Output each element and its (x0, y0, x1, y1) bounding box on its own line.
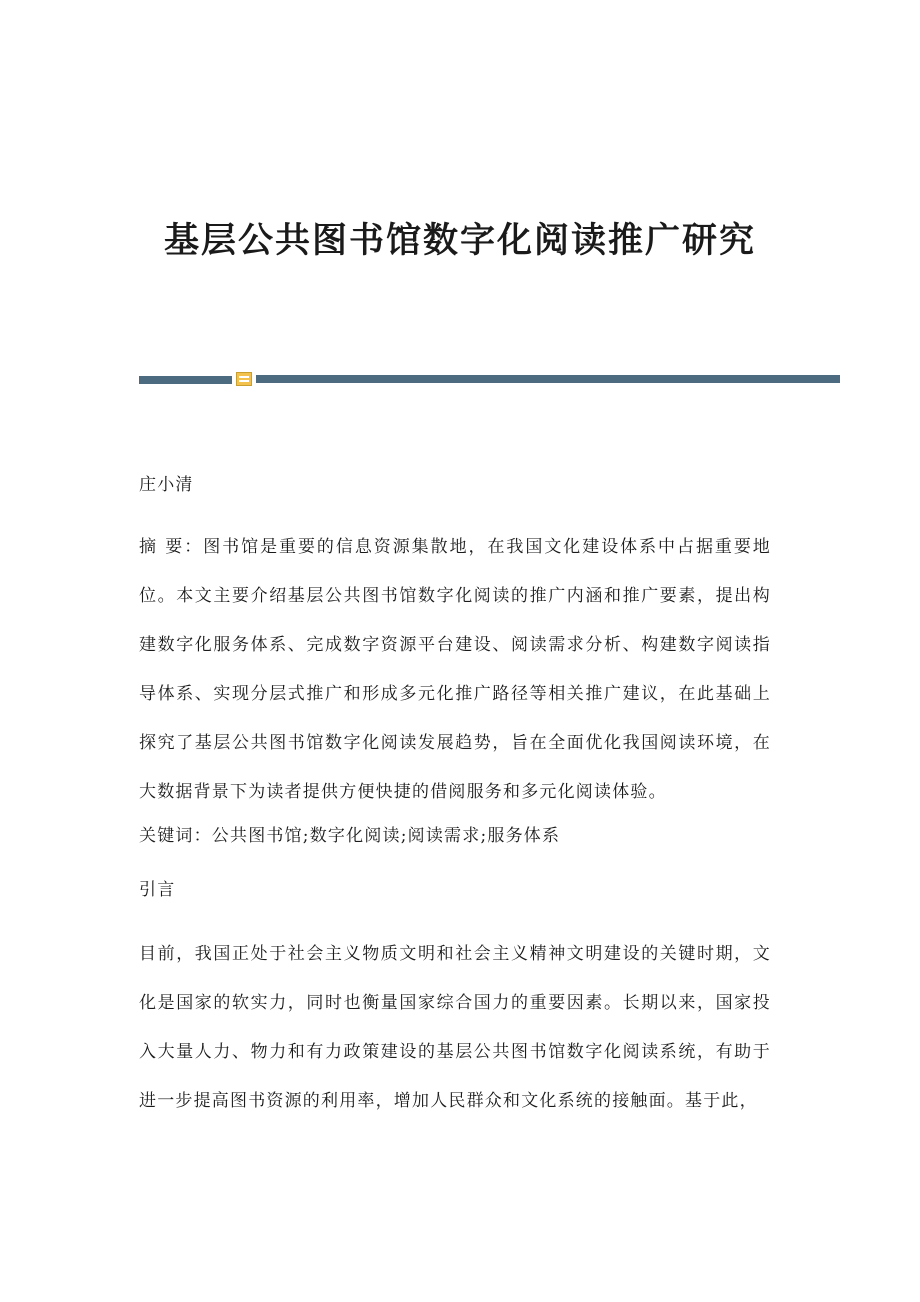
rule-marker-icon (236, 372, 252, 386)
title-rule-right (256, 375, 840, 383)
keywords-line: 关键词：公共图书馆;数字化阅读;阅读需求;服务体系 (139, 826, 561, 846)
intro-paragraph: 目前，我国正处于社会主义物质文明和社会主义精神文明建设的关键时期，文化是国家的软实力，同时也衡量国家综合国力的重要因素。长期以来，国家投入大量人力、物力和有力政策建设的基层公共图书馆数字化阅读系统，有助于进一步提高图书资源的利用率，增加人民群众和文化系统的接触面。基于此， (139, 944, 771, 1111)
abstract-paragraph: 摘 要：图书馆是重要的信息资源集散地，在我国文化建设体系中占据重要地位。本文主要介绍基层公共图书馆数字化阅读的推广内涵和推广要素，提出构建数字化服务体系、完成数字资源平台建设、阅读需求分析、构建数字阅读指导体系、实现分层式推广和形成多元化推广路径等相关推广建议，在此基础上探究了基层公共图书馆数字化阅读发展趋势，旨在全面优化我国阅读环境，在大数据背景下为读者提供方便快捷的借阅服务和多元化阅读体验。 (139, 537, 771, 802)
title-rule-left (139, 376, 232, 384)
author-name: 庄小清 (139, 475, 194, 495)
section-heading: 引言 (139, 880, 176, 900)
document-title: 基层公共图书馆数字化阅读推广研究 (163, 220, 756, 261)
